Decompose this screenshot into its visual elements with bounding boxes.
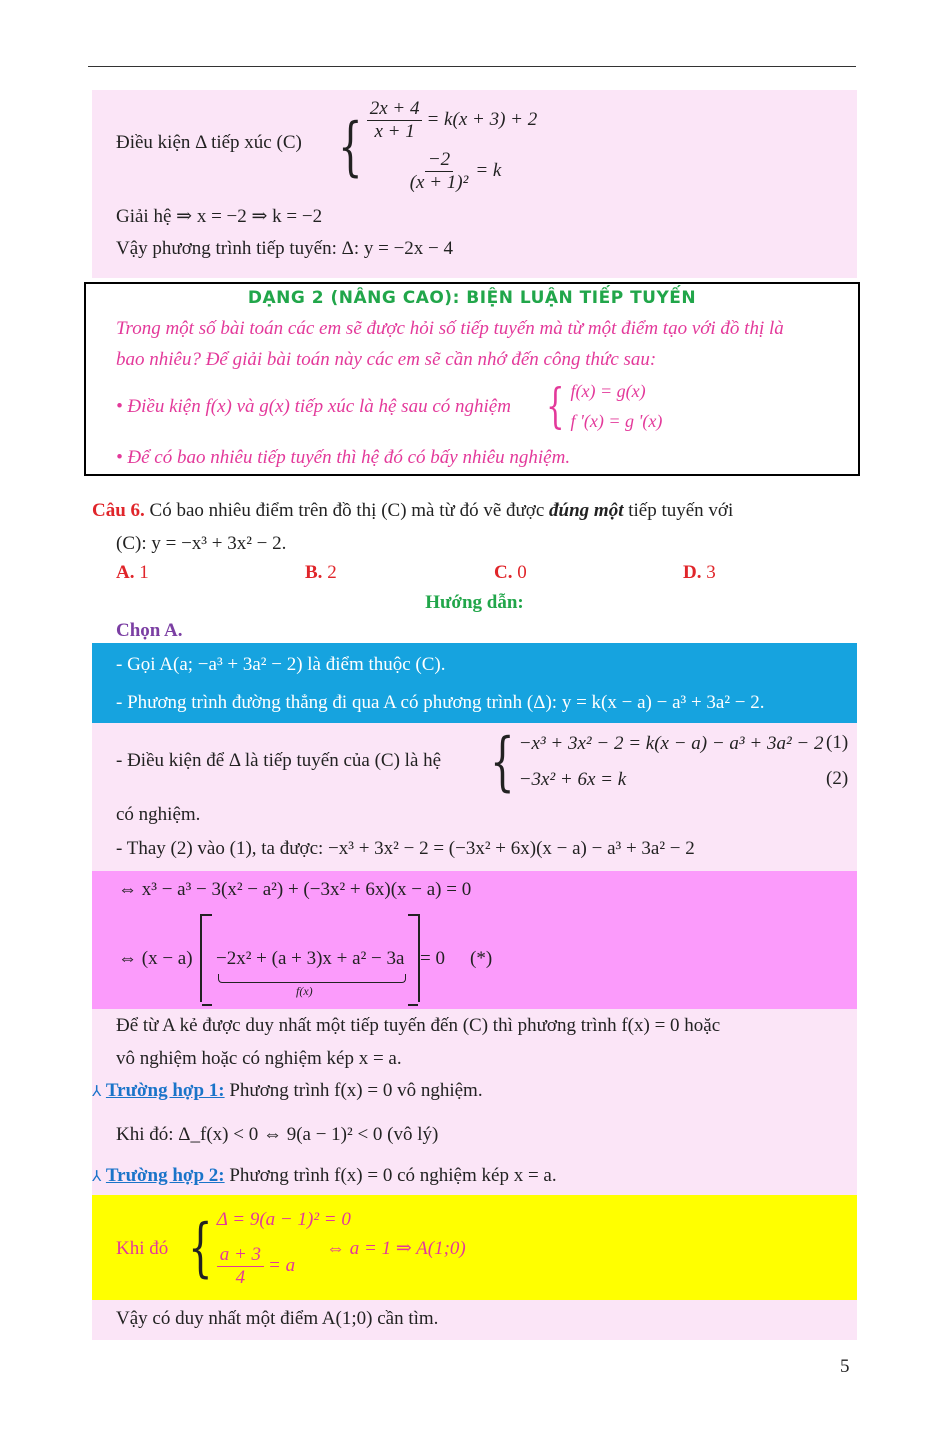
eq2-denominator: (x + 1)²: [409, 171, 469, 193]
eq2-rhs: = k: [475, 160, 502, 181]
condition-label: Điều kiện Δ tiếp xúc (C): [116, 132, 302, 153]
eq2-numerator: −2: [425, 149, 453, 172]
brace-icon: {: [188, 1211, 213, 1285]
case-2-text: Phương trình f(x) = 0 có nghiệm kép x = a.: [229, 1165, 557, 1186]
solution-line-5: - Thay (2) vào (1), ta được: −x³ + 3x² − 2 = (−3x² + 6x)(x − a) − a³ + 3a² − 2: [116, 838, 695, 859]
option-c-label: C.: [494, 562, 513, 583]
tangent-system: [482, 726, 823, 798]
star-tag: (*): [470, 948, 493, 969]
guide-heading: Hướng dẫn:: [425, 592, 524, 613]
case-marker-icon: ⅄: [92, 1167, 102, 1185]
underbrace-icon: [218, 974, 406, 983]
dang2-sys-eq1: f(x) = g(x): [570, 381, 646, 401]
option-b[interactable]: [305, 562, 337, 585]
option-b-label: B.: [305, 562, 323, 583]
equivalence-2-lead: ⇔ (x − a): [118, 948, 193, 969]
eq-tag-2: (2): [826, 768, 849, 789]
option-d-label: D.: [683, 562, 702, 583]
paragraph-1: Để từ A kẻ được duy nhất một tiếp tuyến đến (C) thì phương trình f(x) = 0 hoặc: [116, 1015, 721, 1036]
bracket-group: [200, 914, 420, 1002]
option-d[interactable]: [683, 562, 716, 585]
yellow-result: ⇔ a = 1 ⇒ A(1;0): [326, 1238, 466, 1259]
option-b-value: 2: [327, 562, 337, 583]
dang2-intro-2: bao nhiêu? Để giải bài toán này các em sẽ cần nhớ đến công thức sau:: [116, 349, 657, 370]
question-text-b: tiếp tuyến với: [628, 500, 734, 521]
equivalence-1: ⇔ x³ − a³ − 3(x² − a²) + (−3x² + 6x)(x − a) = 0: [118, 879, 472, 900]
solution-line-4: có nghiệm.: [116, 804, 201, 825]
question-label: Câu 6.: [92, 500, 145, 521]
header-rule: [88, 66, 856, 67]
bracket-right-icon: [408, 914, 418, 1006]
choose-answer: Chọn A.: [116, 620, 183, 641]
system-eq2: −3x² + 6x = k: [518, 769, 627, 790]
eq-tag-1: (1): [826, 732, 849, 753]
option-d-value: 3: [706, 562, 716, 583]
eq1-rhs: = k(x + 3) + 2: [426, 109, 538, 130]
case-2-line: [92, 1165, 557, 1188]
eq1-numerator: 2x + 4: [367, 98, 423, 121]
question-emphasis: đúng một: [549, 500, 624, 521]
case-1-text: Phương trình f(x) = 0 vô nghiệm.: [229, 1080, 483, 1101]
case-marker-icon: ⅄: [92, 1082, 102, 1100]
brace-icon: {: [546, 378, 565, 434]
dang2-system: [540, 376, 662, 436]
option-c-value: 0: [517, 562, 527, 583]
solution-line-3: - Điều kiện để Δ là tiếp tuyến của (C) là hệ: [116, 750, 442, 771]
question-line-1: [92, 500, 733, 523]
bracket-inner: −2x² + (a + 3)x + a² − 3a: [216, 948, 405, 969]
question-curve: (C): y = −x³ + 3x² − 2.: [116, 533, 287, 554]
case-1-line: [92, 1080, 483, 1103]
paragraph-2: vô nghiệm hoặc có nghiệm kép x = a.: [116, 1048, 402, 1069]
question-text-a: Có bao nhiêu điểm trên đồ thị (C) mà từ đó vẽ được: [149, 500, 545, 521]
option-c[interactable]: [494, 562, 527, 585]
yellow-frac-den: 4: [235, 1266, 246, 1288]
dang2-bullet-1: • Điều kiện f(x) và g(x) tiếp xúc là hệ sau có nghiệm: [116, 396, 511, 417]
final-line: Vậy có duy nhất một điểm A(1;0) cần tìm.: [116, 1308, 439, 1329]
bracket-left-icon: [202, 914, 212, 1006]
option-a-value: 1: [139, 562, 149, 583]
dang2-intro-1: Trong một số bài toán các em sẽ được hỏi số tiếp tuyến mà từ một điểm tạo với đồ thị là: [116, 318, 784, 339]
solve-line: Giải hệ ⇒ x = −2 ⇒ k = −2: [116, 206, 323, 227]
solution-line-2: - Phương trình đường thẳng đi qua A có phương trình (Δ): y = k(x − a) − a³ + 3a² − 2.: [116, 692, 765, 713]
yellow-eq2-rhs: = a: [268, 1255, 296, 1276]
eq1-denominator: x + 1: [374, 120, 415, 142]
option-a-label: A.: [116, 562, 135, 583]
case-1-label[interactable]: Trường hợp 1:: [105, 1080, 225, 1101]
case-2-label[interactable]: Trường hợp 2:: [105, 1165, 225, 1186]
dang2-title: DẠNG 2 (NÂNG CAO): BIỆN LUẬN TIẾP TUYẾN: [247, 288, 697, 308]
yellow-when: Khi đó: [116, 1238, 169, 1259]
yellow-eq1: Δ = 9(a − 1)² = 0: [216, 1209, 351, 1230]
dang2-bullet-2: • Để có bao nhiêu tiếp tuyến thì hệ đó có bấy nhiêu nghiệm.: [116, 447, 571, 468]
condition-system: [330, 96, 537, 198]
brace-icon: {: [490, 725, 515, 799]
case-1-when: Khi đó: Δ_f(x) < 0 ⇔ 9(a − 1)² < 0 (vô lý): [116, 1124, 439, 1145]
option-a[interactable]: [116, 562, 149, 585]
page-number: 5: [840, 1356, 850, 1377]
solution-line-1: - Gọi A(a; −a³ + 3a² − 2) là điểm thuộc (C).: [116, 654, 446, 675]
yellow-frac-num: a + 3: [217, 1244, 264, 1267]
equivalence-2-tail: = 0: [420, 948, 445, 969]
tangent-conclusion: Vậy phương trình tiếp tuyến: Δ: y = −2x − 4: [116, 238, 454, 259]
underbrace-label: f(x): [296, 984, 313, 998]
dang2-sys-eq2: f '(x) = g '(x): [570, 411, 663, 431]
brace-icon: {: [338, 110, 363, 184]
system-eq1: −x³ + 3x² − 2 = k(x − a) − a³ + 3a² − 2: [518, 733, 824, 754]
